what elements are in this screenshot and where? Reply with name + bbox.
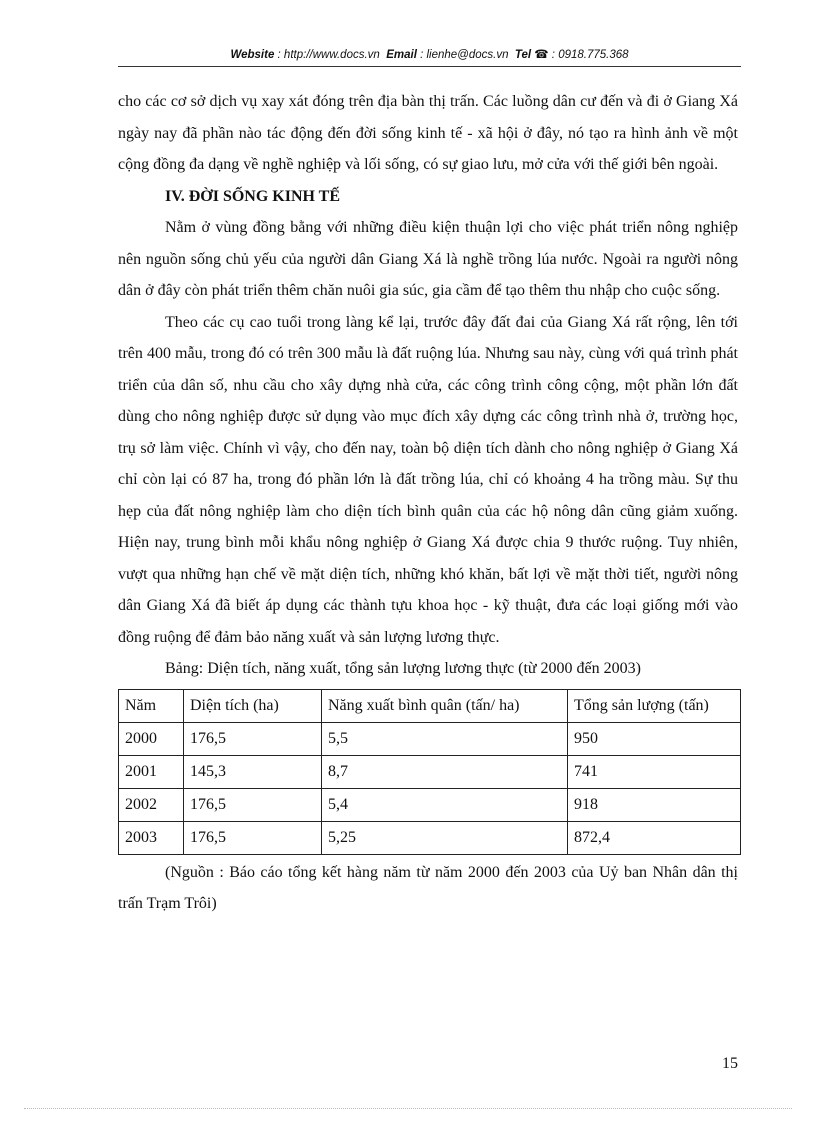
cell-yield: 5,4 [322,788,568,821]
cell-area: 145,3 [184,755,322,788]
paragraph-land-history: Theo các cụ cao tuổi trong làng kể lại, trước đây đất đai của Giang Xá rất rộng, lên tới trên 400 mẫu, trong đó có trên 300 mẫu là đất ruộng lúa. Nhưng sau này, cùng với quá trình phát triển của dân số, nhu cầu cho xây dựng nhà cửa, các công trình công cộng, một phần lớn đất dùng cho nông nghiệp được sử dụng vào mục đích xây dựng các công trình nhà ở, trường học, trụ sở làm việc. Chính vì vậy, cho đến nay, toàn bộ diện tích dành cho nông nghiệp ở Giang Xá chỉ còn lại có 87 ha, trong đó phần lớn là đất trồng lúa, chỉ có khoảng 4 ha trồng màu. Sự thu hẹp của đất nông nghiệp làm cho diện tích bình quân của các hộ nông dân cũng giảm xuống. Hiện nay, trung bình mỗi khẩu nông nghiệp ở Giang Xá được chia 9 thước ruộng. Tuy nhiên, vượt qua những hạn chế về mặt diện tích, những khó khăn, bất lợi về mặt thời tiết, người nông dân Giang Xá đã biết áp dụng các thành tựu khoa học - kỹ thuật, đưa các loại giống mới vào đồng ruộng để đảm bảo năng xuất và sản lượng lương thực. [118,313,738,646]
page-number: 15 [722,1055,738,1072]
section-heading: IV. ĐỜI SỐNG KINH TẾ [165,187,341,205]
cell-year: 2001 [119,755,184,788]
table-row [119,722,741,755]
header-cell-output: Tổng sản lượng (tấn) [568,689,741,722]
header-cell-yield: Năng xuất bình quân (tấn/ ha) [322,689,568,722]
cell-yield: 5,5 [322,722,568,755]
paragraph-continuation: cho các cơ sở dịch vụ xay xát đóng trên địa bàn thị trấn. Các luồng dân cư đến và đi ở Giang Xá ngày nay đã phần nào tác động đến đời sống kinh tế - xã hội ở đây, nó tạo ra hình ảnh về một cộng đồng đa dạng về nghề nghiệp và lối sống, có sự giao lưu, mở cửa với thế giới bên ngoài. [118,93,738,173]
production-table [118,689,741,855]
tel-label: Tel [514,49,532,61]
source-note: (Nguồn : Báo cáo tổng kết hàng năm từ năm 2000 đến 2003 của Uỷ ban Nhân dân thị trấn Trạm Trôi) [118,863,738,912]
table-header-row [119,689,741,722]
table-row [119,755,741,788]
website-url[interactable]: : http://www.docs.vn [277,49,380,61]
cell-area: 176,5 [184,788,322,821]
cell-output: 741 [568,755,741,788]
cell-yield: 5,25 [322,821,568,854]
cell-output: 872,4 [568,821,741,854]
cell-year: 2000 [119,722,184,755]
document-body [118,86,738,920]
table-row [119,788,741,821]
table-caption: Bảng: Diện tích, năng xuất, tổng sản lượng lương thực (từ 2000 đến 2003) [165,660,641,677]
cell-area: 176,5 [184,722,322,755]
footer-divider [24,1108,792,1109]
cell-output: 918 [568,788,741,821]
tel-value: ☎ : 0918.775.368 [534,49,629,61]
page-header [118,47,741,63]
cell-year: 2002 [119,788,184,821]
paragraph-agriculture: Nằm ở vùng đồng bằng với những điều kiện thuận lợi cho việc phát triển nông nghiệp nên nguồn sống chủ yếu của người dân Giang Xá là nghề trồng lúa nước. Ngoài ra người nông dân ở đây còn phát triển thêm chăn nuôi gia súc, gia cầm để tạo thêm thu nhập cho cuộc sống. [118,219,738,299]
table-row [119,821,741,854]
email-label: Email [386,49,417,61]
cell-yield: 8,7 [322,755,568,788]
email-value[interactable]: : lienhe@docs.vn [420,49,509,61]
header-divider [118,66,741,67]
cell-year: 2003 [119,821,184,854]
cell-output: 950 [568,722,741,755]
website-label: Website [230,49,275,61]
cell-area: 176,5 [184,821,322,854]
header-cell-year: Năm [119,689,184,722]
header-cell-area: Diện tích (ha) [184,689,322,722]
